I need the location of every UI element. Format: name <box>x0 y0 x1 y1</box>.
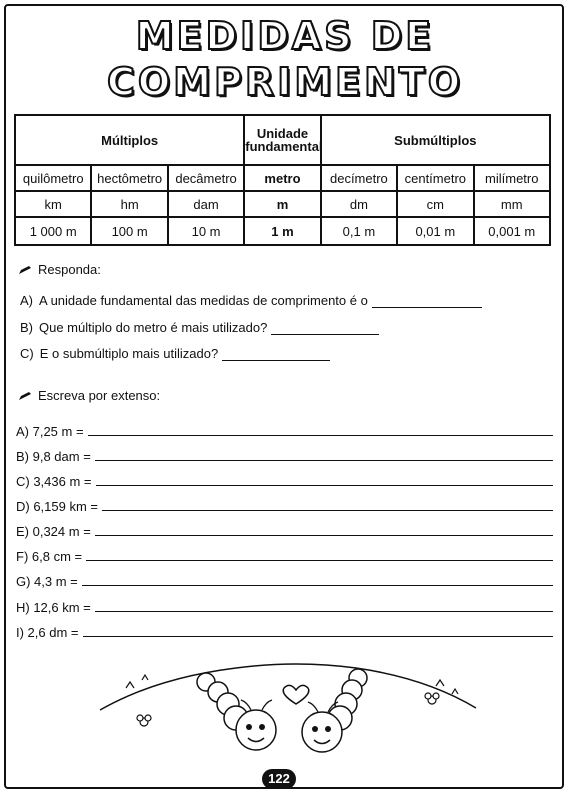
unit-symbol-cell: hm <box>91 191 167 217</box>
caterpillars-illustration <box>96 648 480 760</box>
unit-value-cell: 0,01 m <box>397 217 473 245</box>
answer-line[interactable] <box>82 585 553 586</box>
unit-value-cell: 1 m <box>244 217 320 245</box>
extenso-item <box>16 574 553 589</box>
question-b <box>20 320 379 335</box>
responda-heading-text: Responda: <box>38 262 101 277</box>
unit-name-cell: quilômetro <box>15 165 91 191</box>
answer-line[interactable] <box>95 611 553 612</box>
unit-symbol-cell: km <box>15 191 91 217</box>
extenso-item-label: E) 0,324 m = <box>16 524 91 539</box>
extenso-item-label: G) 4,3 m = <box>16 574 78 589</box>
header-submultiplos: Submúltiplos <box>321 115 550 165</box>
unit-value-cell: 0,001 m <box>474 217 550 245</box>
answer-line[interactable] <box>271 334 379 335</box>
extenso-item <box>16 449 553 464</box>
question-c <box>20 346 330 361</box>
header-multiplos: Múltiplos <box>15 115 244 165</box>
responda-heading <box>18 262 101 277</box>
extenso-heading <box>18 388 160 403</box>
unit-symbol-cell: dm <box>321 191 397 217</box>
answer-line[interactable] <box>95 460 553 461</box>
extenso-item-label: F) 6,8 cm = <box>16 549 83 564</box>
question-label: C) <box>20 346 34 361</box>
extenso-item-label: D) 6,159 km = <box>16 499 99 514</box>
unit-value-cell: 0,1 m <box>321 217 397 245</box>
extenso-item <box>16 499 553 514</box>
extenso-item-label: H) 12,6 km = <box>16 600 91 615</box>
answer-line[interactable] <box>102 510 553 511</box>
extenso-item <box>16 474 553 489</box>
page-number: 122 <box>262 769 296 789</box>
question-text: E o submúltiplo mais utilizado? <box>39 346 219 361</box>
answer-line[interactable] <box>83 636 554 637</box>
question-label: A) <box>20 293 33 308</box>
extenso-item <box>16 625 553 640</box>
units-table <box>14 114 551 246</box>
unit-name-cell: milímetro <box>474 165 550 191</box>
question-a <box>20 293 482 308</box>
extenso-item-label: C) 3,436 m = <box>16 474 92 489</box>
question-text: A unidade fundamental das medidas de comprimento é o <box>39 293 368 308</box>
answer-line[interactable] <box>96 485 553 486</box>
unit-symbol-cell: cm <box>397 191 473 217</box>
pencil-icon <box>18 391 32 401</box>
unit-symbol-cell: dam <box>168 191 244 217</box>
page-title-line-2: COMPRIMENTO <box>106 60 464 104</box>
question-text: Que múltiplo do metro é mais utilizado? <box>39 320 268 335</box>
answer-line[interactable] <box>372 307 482 308</box>
extenso-item <box>16 424 553 439</box>
extenso-item-label: I) 2,6 dm = <box>16 625 79 640</box>
unit-name-cell: decâmetro <box>168 165 244 191</box>
extenso-item-label: B) 9,8 dam = <box>16 449 91 464</box>
unit-value-cell: 1 000 m <box>15 217 91 245</box>
answer-line[interactable] <box>86 560 553 561</box>
unit-name-cell: centímetro <box>397 165 473 191</box>
answer-line[interactable] <box>222 360 330 361</box>
unit-value-cell: 100 m <box>91 217 167 245</box>
answer-line[interactable] <box>95 535 553 536</box>
extenso-heading-text: Escreva por extenso: <box>38 388 161 403</box>
unit-name-cell: metro <box>244 165 320 191</box>
pencil-icon <box>18 265 32 275</box>
question-label: B) <box>20 320 33 335</box>
extenso-item-label: A) 7,25 m = <box>16 424 84 439</box>
unit-symbol-cell: mm <box>474 191 550 217</box>
answer-line[interactable] <box>88 435 553 436</box>
unit-name-cell: hectômetro <box>91 165 167 191</box>
extenso-item <box>16 524 553 539</box>
page-title-line-1: MEDIDAS DE <box>135 14 435 58</box>
extenso-item <box>16 549 553 564</box>
unit-value-cell: 10 m <box>168 217 244 245</box>
unit-name-cell: decímetro <box>321 165 397 191</box>
header-unidade-fundamental: Unidade fundamental <box>244 115 320 165</box>
extenso-item <box>16 600 553 615</box>
unit-symbol-cell: m <box>244 191 320 217</box>
